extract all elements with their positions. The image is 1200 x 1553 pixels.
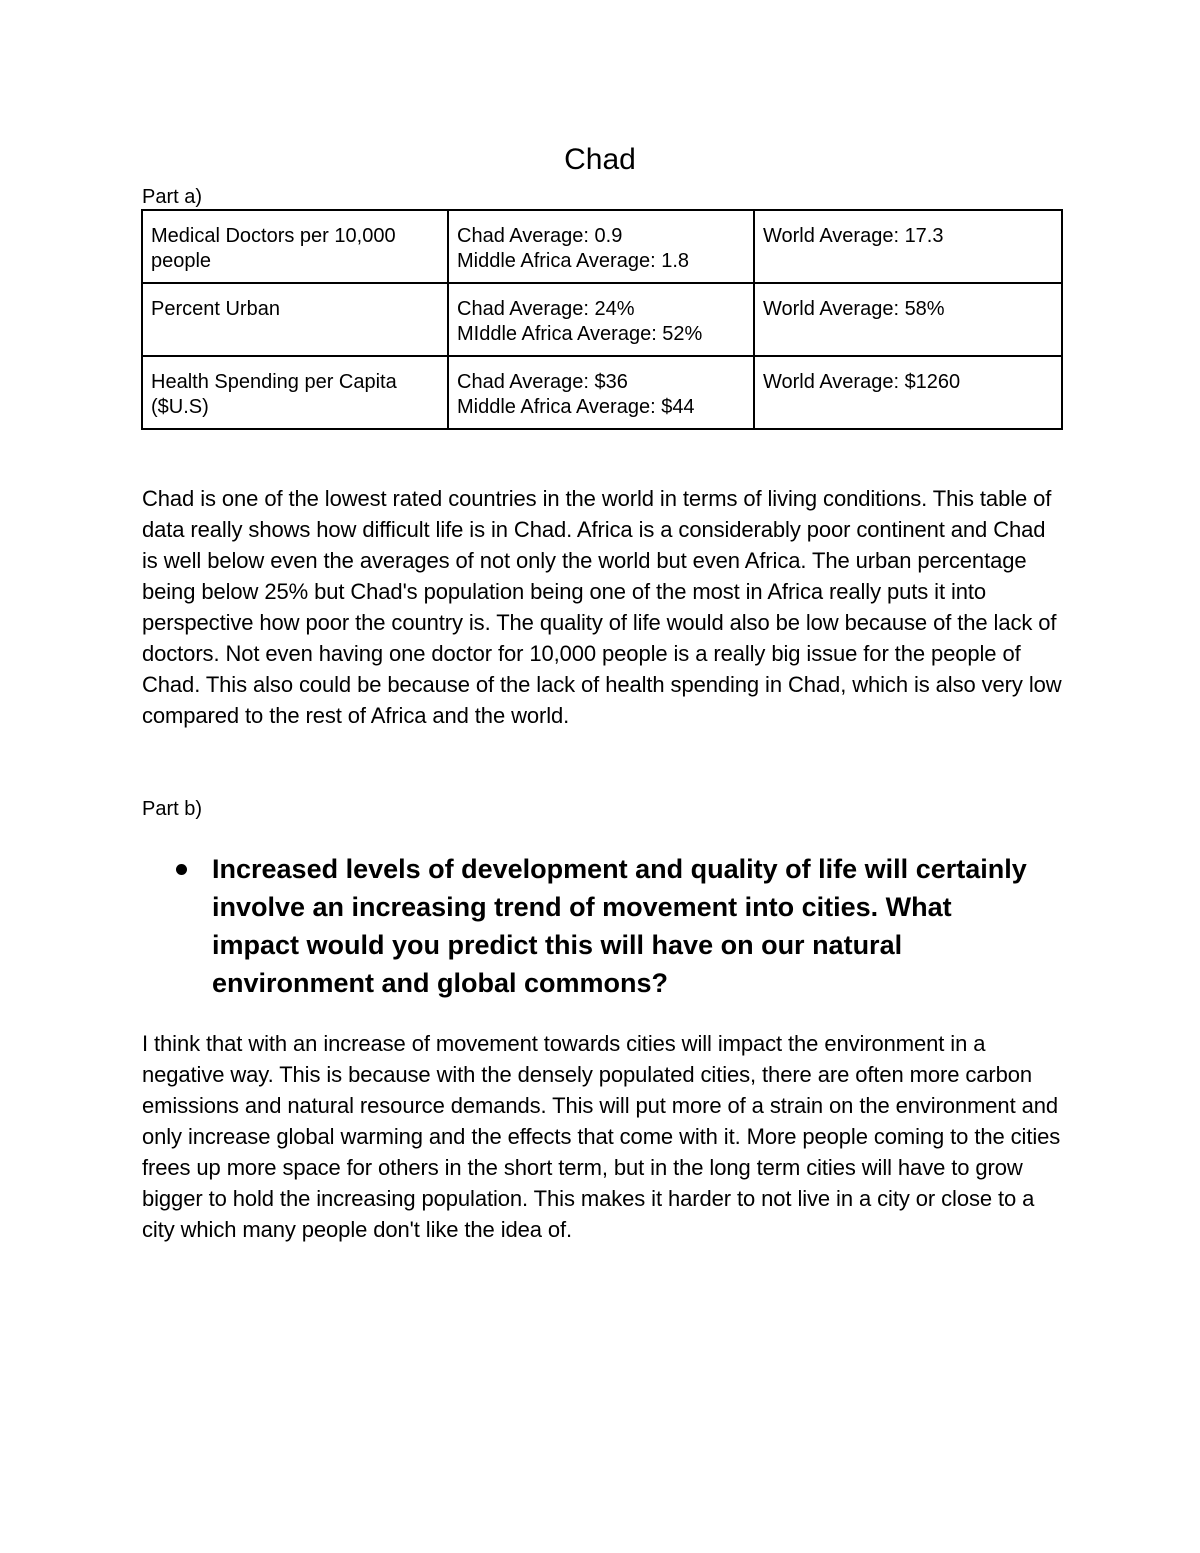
chad-average: Chad Average: 0.9 [457, 225, 623, 247]
table-cell-metric: Health Spending per Capita ($U.S) [142, 356, 448, 429]
answer-paragraph: I think that with an increase of movement towards cities will impact the environment in a negative way. This is because with the densely populated cities, there are often more carbon emissions and natural resource demands. This will put more of a strain on the environment and only increase global warming and the effects that come with it. More people coming to the cities frees up more space for others in the short term, but in the long term cities will have to grow bigger to hold the increasing population. This makes it harder to not live in a city or close to a city which many people don't like the idea of. [142, 1031, 1061, 1242]
page-title: Chad [564, 143, 636, 176]
chad-average: Chad Average: $36 [457, 371, 628, 393]
middle-africa-average: Middle Africa Average: 1.8 [457, 250, 689, 272]
table-row [142, 210, 1062, 283]
table-cell-metric: Percent Urban [142, 283, 448, 356]
analysis-paragraph: Chad is one of the lowest rated countries in the world in terms of living conditions. This table of data really shows how difficult life is in Chad. Africa is a considerably poor continent and Chad is well below even the averages of not only the world but even Africa. The urban percentage being below 25% but Chad's population being one of the most in Africa really puts it into perspective how poor the country is. The quality of life would also be low because of the lack of doctors. Not even having one doctor for 10,000 people is a really big issue for the people of Chad. This also could be because of the lack of health spending in Chad, which is also very low compared to the rest of Africa and the world. [142, 486, 1062, 728]
table-cell-metric: Medical Doctors per 10,000 people [142, 210, 448, 283]
part-b-label: Part b) [142, 798, 203, 820]
table-cell-world: World Average: 58% [754, 283, 1062, 356]
part-a-label: Part a) [142, 186, 203, 208]
middle-africa-average: Middle Africa Average: $44 [457, 396, 695, 418]
chad-average: Chad Average: 24% [457, 298, 635, 320]
table-cell-world: World Average: $1260 [754, 356, 1062, 429]
question-text: Increased levels of development and quality of life will certainly involve an increasing trend of movement into cities. What impact would you predict this will have on our natural environment and global commons? [212, 854, 1027, 998]
middle-africa-average: MIddle Africa Average: 52% [457, 323, 703, 345]
table-row [142, 356, 1062, 429]
table-cell-regional [448, 356, 754, 429]
table-cell-regional [448, 210, 754, 283]
table-cell-regional [448, 283, 754, 356]
bullet-icon [176, 864, 187, 875]
table-row [142, 283, 1062, 356]
table-cell-world: World Average: 17.3 [754, 210, 1062, 283]
data-table [141, 209, 1063, 430]
